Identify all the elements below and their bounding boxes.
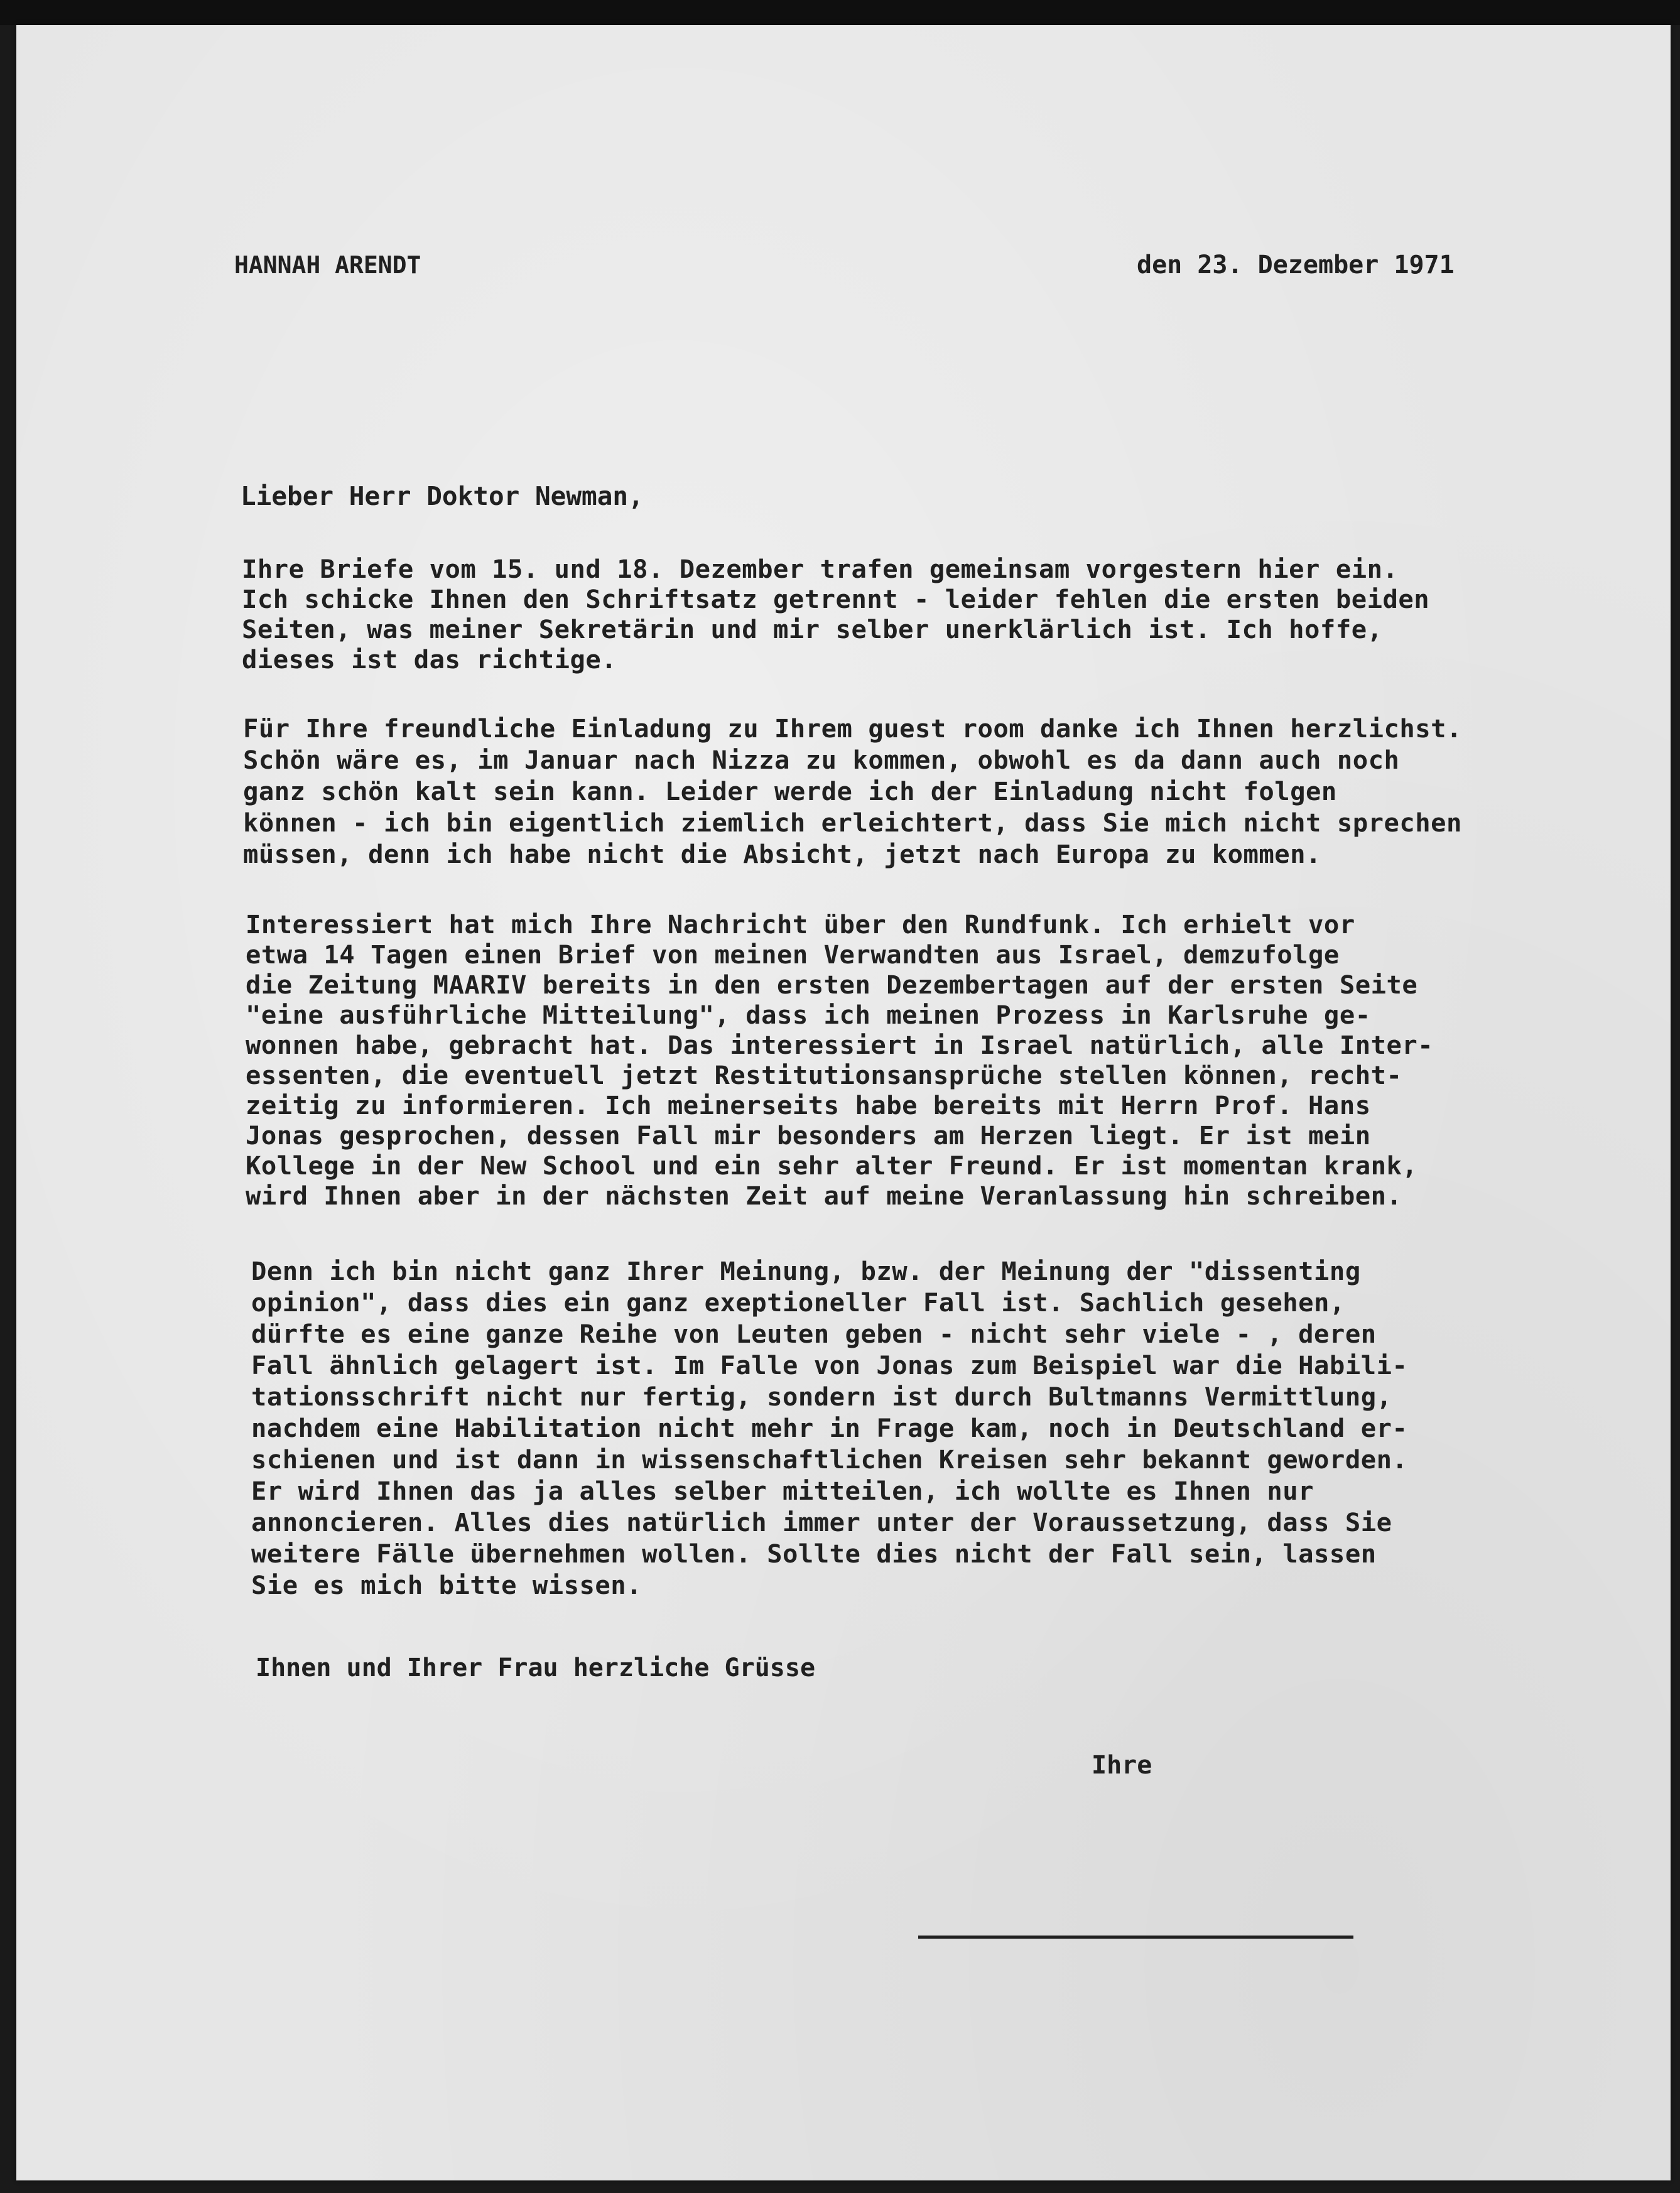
- text-line: weitere Fälle übernehmen wollen. Sollte dies nicht der Fall sein, lassen: [251, 1539, 1377, 1569]
- text-line: ganz schön kalt sein kann. Leider werde ich der Einladung nicht folgen: [243, 776, 1337, 806]
- letter-date: den 23. Dezember 1971: [1137, 251, 1455, 279]
- text-line: Ihre Briefe vom 15. und 18. Dezember trafen gemeinsam vorgestern hier ein.: [242, 554, 1399, 584]
- text-line: opinion", dass dies ein ganz exeptioneller Fall ist. Sachlich gesehen,: [251, 1287, 1345, 1318]
- text-line: Interessiert hat mich Ihre Nachricht über den Rundfunk. Ich erhielt vor: [246, 909, 1355, 939]
- text-line: annoncieren. Alles dies natürlich immer unter der Voraussetzung, dass Sie: [251, 1507, 1392, 1537]
- text-line: Jonas gesprochen, dessen Fall mir besonders am Herzen liegt. Er ist mein: [246, 1120, 1371, 1151]
- text-line: essenten, die eventuell jetzt Restitutionsansprüche stellen können, recht-: [246, 1060, 1402, 1090]
- text-line: dieses ist das richtige.: [242, 644, 617, 674]
- text-line: etwa 14 Tagen einen Brief von meinen Verwandten aus Israel, demzufolge: [246, 939, 1340, 970]
- text-line: Denn ich bin nicht ganz Ihrer Meinung, bzw. der Meinung der "dissenting: [251, 1256, 1361, 1286]
- closing-line: Ihnen und Ihrer Frau herzliche Grüsse: [256, 1654, 816, 1682]
- text-line: "eine ausführliche Mitteilung", dass ich meinen Prozess in Karlsruhe ge-: [246, 1000, 1371, 1030]
- text-line: dürfte es eine ganze Reihe von Leuten geben - nicht sehr viele - , deren: [251, 1319, 1377, 1349]
- sign-off: Ihre: [1092, 1751, 1152, 1780]
- text-line: Ich schicke Ihnen den Schriftsatz getrennt - leider fehlen die ersten beiden: [242, 584, 1430, 614]
- scan-border: [0, 0, 1680, 25]
- text-line: können - ich bin eigentlich ziemlich erleichtert, dass Sie mich nicht sprechen: [243, 808, 1462, 838]
- text-line: schienen und ist dann in wissenschaftlichen Kreisen sehr bekannt geworden.: [251, 1444, 1408, 1475]
- text-line: Schön wäre es, im Januar nach Nizza zu kommen, obwohl es da dann auch noch: [243, 745, 1400, 775]
- text-line: Fall ähnlich gelagert ist. Im Falle von Jonas zum Beispiel war die Habili-: [251, 1350, 1408, 1380]
- text-line: nachdem eine Habilitation nicht mehr in Frage kam, noch in Deutschland er-: [251, 1413, 1408, 1443]
- text-line: Kollege in der New School und ein sehr alter Freund. Er ist momentan krank,: [246, 1151, 1418, 1181]
- text-line: die Zeitung MAARIV bereits in den ersten Dezembertagen auf der ersten Seite: [246, 970, 1418, 1000]
- text-line: Für Ihre freundliche Einladung zu Ihrem guest room danke ich Ihnen herzlichst.: [243, 713, 1462, 744]
- text-line: Er wird Ihnen das ja alles selber mitteilen, ich wollte es Ihnen nur: [251, 1476, 1314, 1506]
- text-line: müssen, denn ich habe nicht die Absicht, jetzt nach Europa zu kommen.: [243, 839, 1321, 869]
- text-line: Sie es mich bitte wissen.: [251, 1570, 642, 1600]
- text-line: Seiten, was meiner Sekretärin und mir selber unerklärlich ist. Ich hoffe,: [242, 614, 1383, 644]
- text-line: wonnen habe, gebracht hat. Das interessiert in Israel natürlich, alle Inter-: [246, 1030, 1434, 1060]
- text-line: tationsschrift nicht nur fertig, sondern ist durch Bultmanns Vermittlung,: [251, 1382, 1392, 1412]
- text-line: zeitig zu informieren. Ich meinerseits habe bereits mit Herrn Prof. Hans: [246, 1090, 1371, 1120]
- sender-name: HANNAH ARENDT: [234, 251, 421, 279]
- text-line: wird Ihnen aber in der nächsten Zeit auf meine Veranlassung hin schreiben.: [246, 1181, 1402, 1211]
- signature-line: [918, 1936, 1353, 1939]
- salutation: Lieber Herr Doktor Newman,: [241, 481, 644, 511]
